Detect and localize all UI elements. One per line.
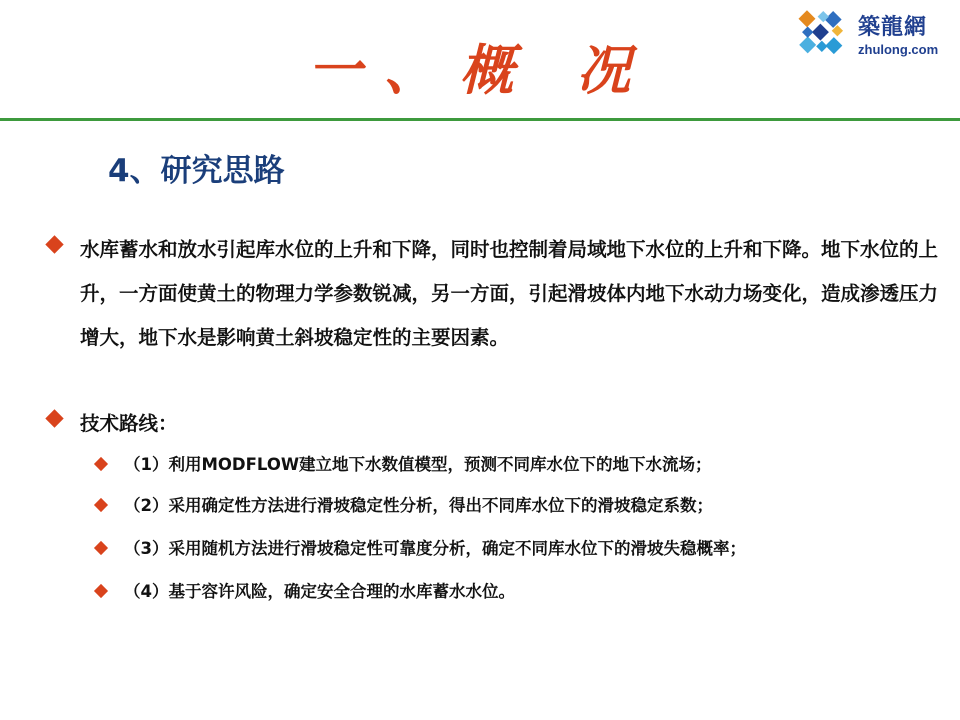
- sub-list-item: [96, 577, 946, 607]
- sub-item-text: （1）利用MODFLOW建立地下水数值模型，预测不同库水位下的地下水流场；: [124, 455, 712, 474]
- diamond-bullet-icon: [94, 457, 108, 471]
- bullet-text: 水库蓄水和放水引起库水位的上升和下降，同时也控制着局域地下水位的上升和下降。地下水位的上升，一方面使黄土的物理力学参数锐减，另一方面，引起滑坡体内地下水动力场变化，造成渗透压力增大，地下水是影响黄土斜坡稳定性的主要因素。: [80, 238, 939, 349]
- sub-list-item: [96, 491, 946, 521]
- sub-item-text: （2）采用确定性方法进行滑坡稳定性分析，得出不同库水位下的滑坡稳定系数；: [124, 496, 713, 515]
- diamond-bullet-icon: [94, 584, 108, 598]
- logo-site-text: zhulong.com: [858, 42, 939, 57]
- sub-list-item: [96, 450, 946, 480]
- diamond-bullet-icon: [45, 235, 63, 253]
- diamond-bullet-icon: [94, 541, 108, 555]
- bullet-item: [48, 228, 938, 360]
- logo-brand-text: 築龍網: [858, 14, 928, 40]
- title-divider: [0, 118, 960, 121]
- diamond-bullet-icon: [94, 498, 108, 512]
- sub-list-item: [96, 534, 946, 564]
- sub-item-text: （4）基于容许风险，确定安全合理的水库蓄水水位。: [124, 582, 515, 601]
- slide-title: 一、概 况: [307, 38, 653, 102]
- section-heading: 4、研究思路: [108, 153, 285, 189]
- sub-item-text: （3）采用随机方法进行滑坡稳定性可靠度分析，确定不同库水位下的滑坡失稳概率；: [124, 539, 746, 558]
- diamond-bullet-icon: [45, 409, 63, 427]
- bullet-item: [48, 402, 938, 446]
- bullet-text: 技术路线：: [80, 412, 178, 435]
